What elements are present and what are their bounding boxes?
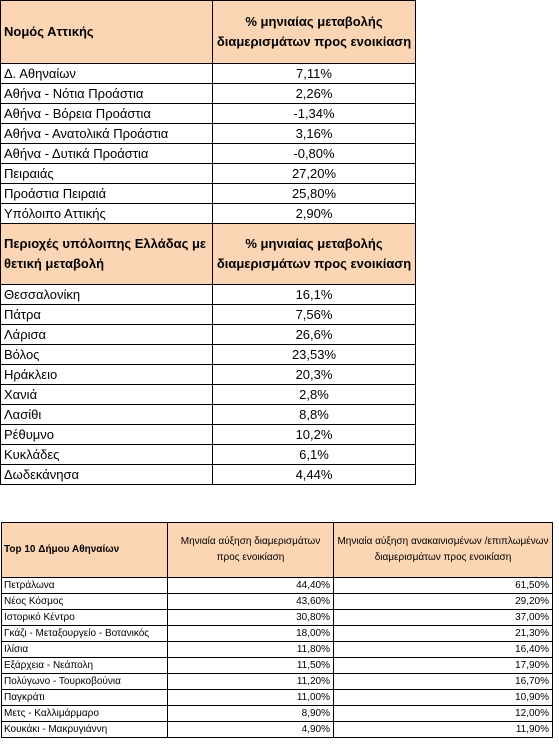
top10-row-name: Παγκράτι — [2, 690, 168, 706]
attica-greece-table-body — [1, 1, 416, 485]
greece-row-name: Βόλος — [1, 345, 213, 365]
greece-row-value: 6,1% — [213, 445, 416, 465]
attica-row-name: Δ. Αθηναίων — [1, 64, 213, 84]
greece-row-value: 8,8% — [213, 405, 416, 425]
top10-row — [2, 658, 553, 674]
attica-greece-rent-table — [0, 0, 416, 485]
greece-row — [1, 465, 416, 485]
top10-row — [2, 690, 553, 706]
top10-row-name: Κουκάκι - Μακρυγιάννη — [2, 722, 168, 738]
greece-row-name: Λάρισα — [1, 325, 213, 345]
greece-row-value: 26,6% — [213, 325, 416, 345]
top10-row-name: Πολύγωνο - Τουρκοβούνια — [2, 674, 168, 690]
attica-row — [1, 84, 416, 104]
top10-row-name: Νέος Κόσμος — [2, 594, 168, 610]
attica-row — [1, 124, 416, 144]
attica-row — [1, 164, 416, 184]
greece-row-name: Πάτρα — [1, 305, 213, 325]
top10-row-value1: 44,40% — [168, 578, 334, 594]
attica-row-name: Αθήνα - Νότια Προάστια — [1, 84, 213, 104]
top10-row — [2, 706, 553, 722]
top10-row-value1: 11,50% — [168, 658, 334, 674]
top10-row — [2, 610, 553, 626]
greece-row-name: Λασίθι — [1, 405, 213, 425]
top10-row-value1: 8,90% — [168, 706, 334, 722]
greece-row — [1, 325, 416, 345]
greece-row-value: 10,2% — [213, 425, 416, 445]
top10-row-value1: 4,90% — [168, 722, 334, 738]
greece-row-name: Δωδεκάνησα — [1, 465, 213, 485]
attica-row-value: 3,16% — [213, 124, 416, 144]
top10-row-value2: 29,20% — [334, 594, 553, 610]
attica-row-value: 25,80% — [213, 184, 416, 204]
greece-row — [1, 285, 416, 305]
attica-metric-header: % μηνιαίας μεταβολής διαμερισμάτων προς ενοικίαση — [213, 1, 416, 64]
top10-row-value1: 30,80% — [168, 610, 334, 626]
top10-row-value2: 21,30% — [334, 626, 553, 642]
greece-row — [1, 385, 416, 405]
attica-row — [1, 104, 416, 124]
greece-row-value: 7,56% — [213, 305, 416, 325]
greece-metric-header: % μηνιαίας μεταβολής διαμερισμάτων προς ενοικίαση — [213, 224, 416, 285]
top10-row-name: Γκάζι - Μεταξουργείο - Βοτανικός — [2, 626, 168, 642]
top10-row — [2, 642, 553, 658]
top10-row-value2: 16,40% — [334, 642, 553, 658]
top10-row — [2, 674, 553, 690]
greece-row-value: 20,3% — [213, 365, 416, 385]
top10-row-value2: 11,90% — [334, 722, 553, 738]
top10-row — [2, 626, 553, 642]
greece-region-header: Περιοχές υπόλοιπης Ελλάδας με θετική μεταβολή — [1, 224, 213, 285]
top10-row-name: Πετράλωνα — [2, 578, 168, 594]
top10-row-value2: 16,70% — [334, 674, 553, 690]
top10-row-value1: 11,00% — [168, 690, 334, 706]
top10-metric1-header: Μηνιαία αύξηση διαμερισμάτων προς ενοικίαση — [168, 523, 334, 578]
greece-row-name: Χανιά — [1, 385, 213, 405]
attica-row-name: Προάστια Πειραιά — [1, 184, 213, 204]
top10-region-header: Top 10 Δήμου Αθηναίων — [2, 523, 168, 578]
top10-row-name: Ιλίσια — [2, 642, 168, 658]
attica-row-name: Υπόλοιπο Αττικής — [1, 204, 213, 224]
top10-row-name: Εξάρχεια - Νεάπολη — [2, 658, 168, 674]
attica-header-row — [1, 1, 416, 64]
attica-row-name: Αθήνα - Ανατολικά Προάστια — [1, 124, 213, 144]
top10-row-value1: 18,00% — [168, 626, 334, 642]
attica-row-name: Αθήνα - Δυτικά Προάστια — [1, 144, 213, 164]
greece-row — [1, 365, 416, 385]
greece-row-value: 16,1% — [213, 285, 416, 305]
attica-row-value: -1,34% — [213, 104, 416, 124]
top10-metric2-header: Μηνιαία αύξηση ανακαινισμένων /επιπλωμένων διαμερισμάτων προς ενοικίαση — [334, 523, 553, 578]
greece-header-row — [1, 224, 416, 285]
greece-row-value: 4,44% — [213, 465, 416, 485]
top10-row — [2, 594, 553, 610]
attica-region-header: Νομός Αττικής — [1, 1, 213, 64]
greece-row-name: Κυκλάδες — [1, 445, 213, 465]
greece-row — [1, 345, 416, 365]
attica-row — [1, 204, 416, 224]
attica-row-value: 2,90% — [213, 204, 416, 224]
top10-row-value2: 10,90% — [334, 690, 553, 706]
top10-row — [2, 722, 553, 738]
greece-row — [1, 405, 416, 425]
attica-row-name: Αθήνα - Βόρεια Προάστια — [1, 104, 213, 124]
greece-row-name: Ρέθυμνο — [1, 425, 213, 445]
greece-row-value: 23,53% — [213, 345, 416, 365]
attica-row-name: Πειραιάς — [1, 164, 213, 184]
attica-row — [1, 144, 416, 164]
attica-row-value: 27,20% — [213, 164, 416, 184]
top10-row-value2: 37,00% — [334, 610, 553, 626]
top10-header-row — [2, 523, 553, 578]
attica-row — [1, 64, 416, 84]
greece-row — [1, 425, 416, 445]
top10-row-name: Ιστορικό Κέντρο — [2, 610, 168, 626]
attica-row-value: -0,80% — [213, 144, 416, 164]
greece-row — [1, 445, 416, 465]
top10-row-name: Μετς - Καλλιμάρμαρο — [2, 706, 168, 722]
top10-table-body — [2, 523, 553, 738]
attica-row-value: 2,26% — [213, 84, 416, 104]
top10-row-value2: 12,00% — [334, 706, 553, 722]
greece-row-name: Ηράκλειο — [1, 365, 213, 385]
top10-row — [2, 578, 553, 594]
top10-row-value2: 61,50% — [334, 578, 553, 594]
top10-row-value2: 17,90% — [334, 658, 553, 674]
greece-row-value: 2,8% — [213, 385, 416, 405]
greece-row — [1, 305, 416, 325]
top10-row-value1: 43,60% — [168, 594, 334, 610]
top10-row-value1: 11,20% — [168, 674, 334, 690]
top10-athens-table — [1, 522, 553, 738]
attica-row-value: 7,11% — [213, 64, 416, 84]
top10-row-value1: 11,80% — [168, 642, 334, 658]
attica-row — [1, 184, 416, 204]
greece-row-name: Θεσσαλονίκη — [1, 285, 213, 305]
